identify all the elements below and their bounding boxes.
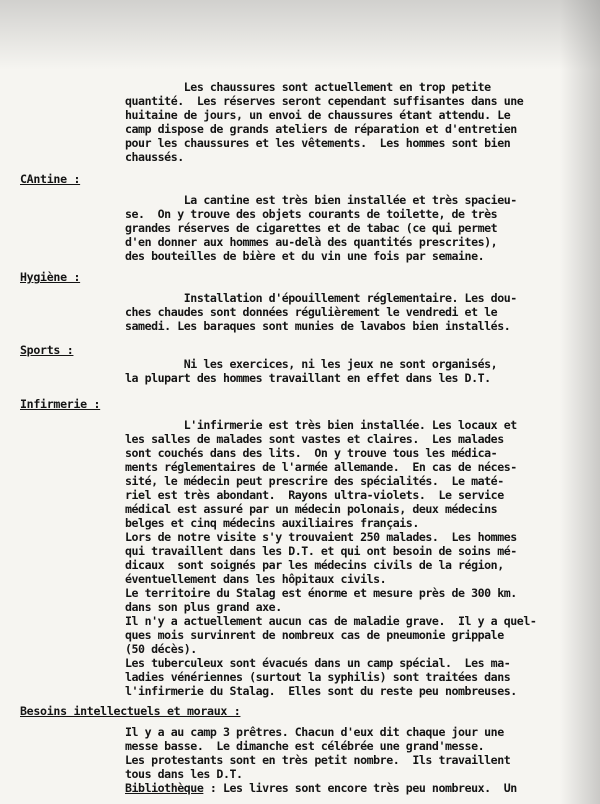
text-line: camp dispose de grands ateliers de réparation et d'entretien <box>125 122 517 136</box>
text-line: Il n'y a actuellement aucun cas de maladie grave. Il y a quel- <box>125 614 537 628</box>
text-line: Les protestants sont en très petit nombre. Ils travaillent <box>125 753 511 767</box>
text-line: Lors de notre visite s'y trouvaient 250 malades. Les hommes <box>125 530 517 544</box>
text-line: huitaine de jours, un envoi de chaussures étant attendu. Le <box>125 108 511 122</box>
text-line: quantité. Les réserves seront cependant suffisantes dans une <box>125 94 524 108</box>
text-line: Il y a au camp 3 prêtres. Chacun d'eux dit chaque jour une <box>125 725 504 739</box>
text-line: pour les chaussures et les vêtements. Les hommes sont bien <box>125 136 511 150</box>
text-line: se. On y trouve des objets courants de toilette, de très <box>125 207 498 221</box>
text-line: sont couchés dans des lits. On y trouve tous les médica- <box>125 446 498 460</box>
text-line: ches chaudes sont données régulièrement le vendredi et le <box>125 305 498 319</box>
text-line: l'infirmerie du Stalag. Elles sont du reste peu nombreuses. <box>125 684 517 698</box>
section-heading-besoins: Besoins intellectuels et moraux : <box>20 704 241 718</box>
text-line: médical est assuré par un médecin polonais, deux médecins <box>125 502 498 516</box>
text-line: Les chaussures sont actuellement en trop petite <box>125 80 491 94</box>
bibliotheque-text: : Les livres sont encore très peu nombreux. Un <box>203 781 517 795</box>
text-line: samedi. Les baraques sont munies de lavabos bien installés. <box>125 319 511 333</box>
section-heading-sports: Sports : <box>20 343 74 357</box>
section-heading-hygiene: Hygiène : <box>20 270 81 284</box>
bibliotheque-line <box>125 781 517 795</box>
text-line: belges et cinq médecins auxiliaires français. <box>125 516 419 530</box>
text-line: dans son plus grand axe. <box>125 600 282 614</box>
text-line: ladies vénériennes (surtout la syphilis) sont traitées dans <box>125 670 511 684</box>
scan-smudge-right <box>560 0 600 804</box>
section-heading-infirmerie: Infirmerie : <box>20 397 101 411</box>
text-line: les salles de malades sont vastes et claires. Les malades <box>125 432 504 446</box>
text-line: riel est très abondant. Rayons ultra-violets. Le service <box>125 488 504 502</box>
text-line: La cantine est très bien installée et très spacieu- <box>125 193 517 207</box>
text-line: tous dans les D.T. <box>125 767 243 781</box>
text-line: d'en donner aux hommes au-delà des quantités prescrites), <box>125 235 498 249</box>
text-line: sité, le médecin peut prescrire des spécialités. Le maté- <box>125 474 504 488</box>
text-line: Installation d'épouillement réglementaire. Les dou- <box>125 291 517 305</box>
text-line: éventuellement dans les hôpitaux civils. <box>125 572 387 586</box>
text-line: ments réglementaires de l'armée allemande. En cas de néces- <box>125 460 517 474</box>
text-line: L'infirmerie est très bien installée. Les locaux et <box>125 418 517 432</box>
text-line: des bouteilles de bière et du vin une fois par semaine. <box>125 249 485 263</box>
text-line: (50 décès). <box>125 642 197 656</box>
text-line: ques mois survinrent de nombreux cas de pneumonie grippale <box>125 628 504 642</box>
text-line: qui travaillent dans les D.T. et qui ont besoin de soins mé- <box>125 544 517 558</box>
text-line: dicaux sont soignés par les médecins civils de la région, <box>125 558 504 572</box>
text-line: Le territoire du Stalag est énorme et mesure près de 300 km. <box>125 586 517 600</box>
text-line: la plupart des hommes travaillant en effet dans les D.T. <box>125 371 491 385</box>
section-heading-cantine: CAntine : <box>20 172 81 186</box>
text-line: chaussés. <box>125 150 184 164</box>
text-line: Les tuberculeux sont évacués dans un camp spécial. Les ma- <box>125 656 511 670</box>
bibliotheque-label: Bibliothèque <box>125 781 204 795</box>
text-line: messe basse. Le dimanche est célébrée une grand'messe. <box>125 739 485 753</box>
scan-smudge-top <box>0 0 600 70</box>
text-line: grandes réserves de cigarettes et de tabac (ce qui permet <box>125 221 498 235</box>
text-line: Ni les exercices, ni les jeux ne sont organisés, <box>125 357 498 371</box>
